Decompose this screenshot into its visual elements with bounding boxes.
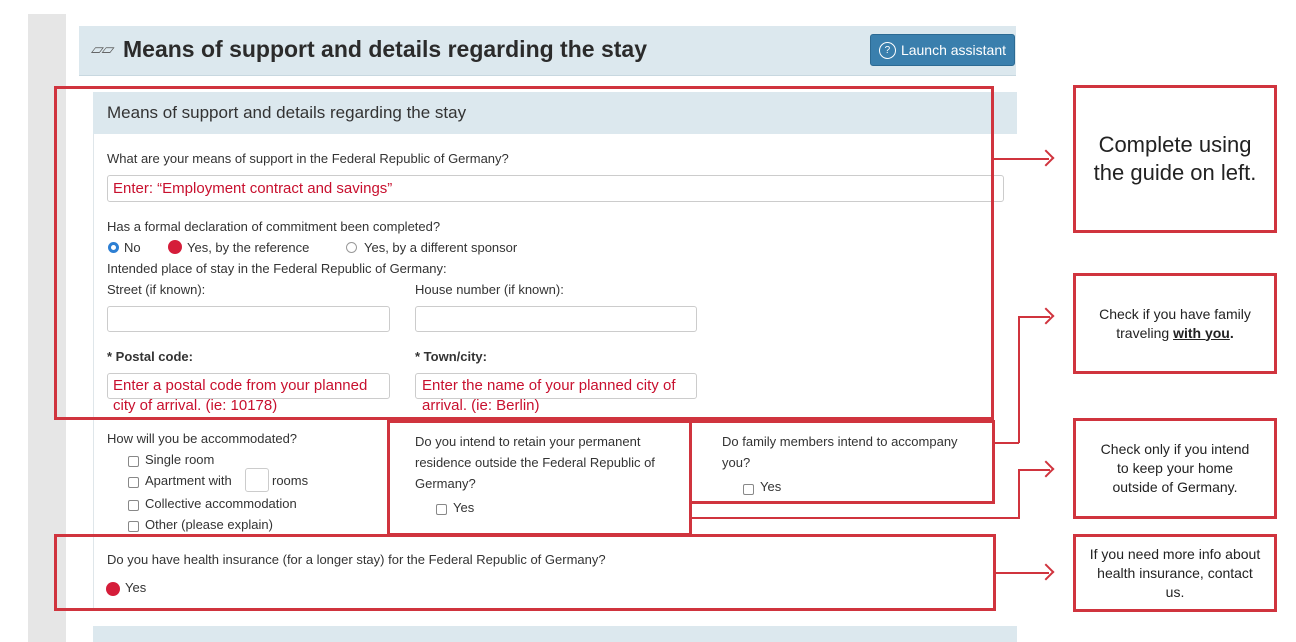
accommodation-question: How will you be accommodated? [107, 431, 298, 446]
residence-question: Do you intend to retain your permanent residence outside the Federal Republic of Germany? [415, 434, 655, 491]
arrow-insurance-head-icon [1038, 564, 1055, 581]
radio-no-label: No [124, 240, 141, 255]
panel-title: Means of support and details regarding the stay [107, 103, 467, 122]
rooms-label: rooms [272, 473, 309, 488]
stay-heading: Intended place of stay in the Federal Republic of Germany: [107, 261, 447, 276]
arrow-residence-line-b [1018, 469, 1020, 519]
other-label: Other (please explain) [145, 517, 273, 532]
highlight-insurance-section [54, 534, 996, 611]
arrow-family-line-b [1018, 316, 1020, 443]
postal-label: * Postal code: [107, 349, 193, 364]
radio-sponsor-label: Yes, by a different sponsor [364, 240, 518, 255]
callout-complete [1073, 85, 1277, 233]
highlight-family-section [689, 420, 995, 504]
support-question: What are your means of support in the Federal Republic of Germany? [107, 151, 509, 166]
apartment-checkbox[interactable] [128, 477, 139, 488]
postal-hint: Enter a postal code from your planned city of arrival. (ie: 10178) [113, 377, 368, 414]
family-yes-label: Yes [760, 479, 782, 494]
insurance-question: Do you have health insurance (for a longer stay) for the Federal Republic of Germany? [107, 552, 606, 567]
apartment-label: Apartment with [145, 473, 232, 488]
next-panel-header [93, 626, 1017, 642]
commitment-question: Has a formal declaration of commitment been completed? [107, 219, 441, 234]
house-label: House number (if known): [415, 282, 564, 297]
collective-label: Collective accommodation [145, 496, 297, 511]
page-title: Means of support and details regarding the stay [123, 36, 647, 62]
callout-residence-text: Check only if you intend to keep your home outside of Germany. [1100, 441, 1250, 495]
town-label: * Town/city: [415, 349, 487, 364]
arrow-residence-line-a [692, 517, 1019, 519]
insurance-yes-label: Yes [125, 580, 147, 595]
arrow-family-head-icon [1038, 308, 1055, 325]
town-hint: Enter the name of your planned city of arrival. (ie: Berlin) [422, 377, 676, 414]
street-label: Street (if known): [107, 282, 206, 297]
other-checkbox[interactable] [128, 521, 139, 532]
chat-bubble-icon: ? [879, 42, 896, 59]
callout-insurance [1073, 534, 1277, 612]
launch-assistant-label: Launch assistant [900, 42, 1007, 58]
arrow-family-line-a [995, 442, 1019, 444]
collective-checkbox[interactable] [128, 500, 139, 511]
support-hint: Enter: “Employment contract and savings” [113, 180, 393, 197]
residence-yes-label: Yes [453, 500, 475, 515]
single-room-checkbox[interactable] [128, 456, 139, 467]
family-question: Do family members intend to accompany you? [722, 434, 958, 470]
callout-insurance-text: If you need more info about health insurance, contact us. [1089, 545, 1261, 600]
arrow-residence-head-icon [1038, 461, 1055, 478]
launch-assistant-button[interactable] [870, 34, 1015, 66]
euro-banknotes-icon: ▱▱ [89, 41, 116, 58]
callout-residence [1073, 418, 1277, 519]
arrow-complete-head-icon [1038, 150, 1055, 167]
highlight-support-section [54, 86, 994, 420]
radio-reference-label: Yes, by the reference [187, 240, 310, 255]
highlight-residence-section [387, 420, 692, 536]
rooms-input[interactable] [245, 468, 269, 492]
callout-family-text: Check if you have family traveling with you. [1099, 305, 1251, 341]
callout-complete-text: Complete using the guide on left. [1093, 132, 1257, 185]
callout-family [1073, 273, 1277, 374]
single-room-label: Single room [145, 452, 215, 467]
